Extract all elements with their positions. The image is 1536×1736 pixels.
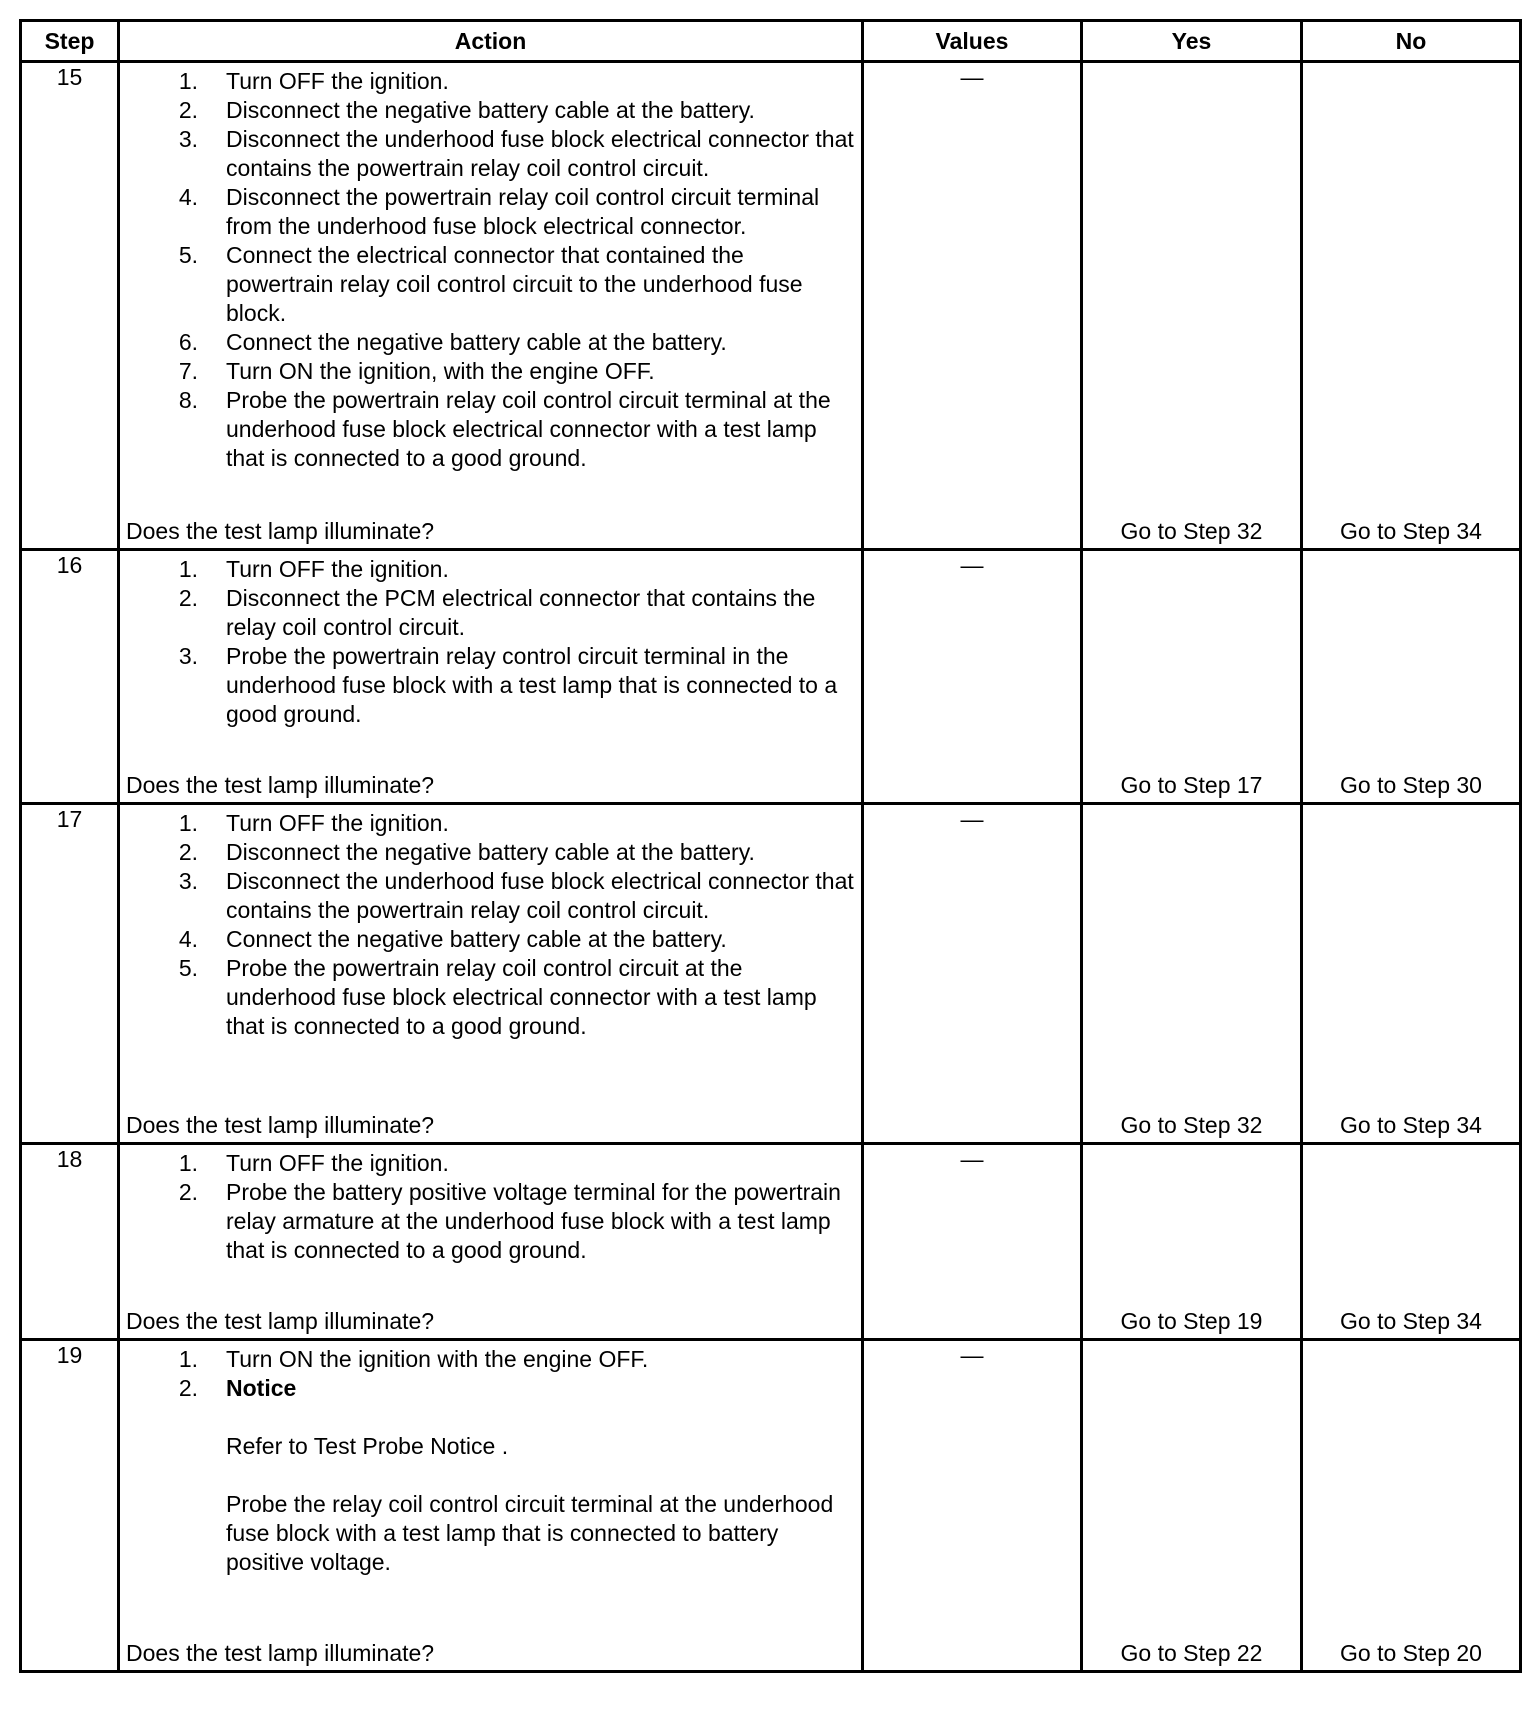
list-item: 1. Turn OFF the ignition. [178, 1150, 449, 1176]
action-cell [119, 550, 863, 804]
action-cell [119, 1144, 863, 1340]
question-text: Does the test lamp illuminate? [126, 1640, 435, 1666]
list-item-notice: 2. Notice Refer to Test Probe Notice . Probe the relay coil control circuit terminal at the underhood fuse block with a test lamp that is connected to battery positive voltage. [120, 1374, 861, 1577]
diagnostic-table [19, 19, 1522, 1673]
list-item: 7. Turn ON the ignition, with the engine OFF. [178, 358, 655, 384]
values-dash: — [863, 550, 1082, 804]
step-number: 15 [21, 62, 119, 550]
list-item: 3. Disconnect the underhood fuse block electrical connector that contains the powertrain relay coil control circuit. [178, 868, 854, 923]
no-goto-link[interactable]: Go to Step 34 [1340, 518, 1482, 544]
header-action: Action [119, 21, 863, 62]
no-cell [1302, 62, 1521, 550]
step-number: 17 [21, 804, 119, 1144]
list-item: 4. Connect the negative battery cable at the battery. [178, 926, 727, 952]
question-text: Does the test lamp illuminate? [126, 772, 435, 798]
list-item: 1. Turn OFF the ignition. [178, 68, 449, 94]
no-cell [1302, 550, 1521, 804]
list-item: 2. Disconnect the negative battery cable at the battery. [178, 97, 755, 123]
list-item: 2. Disconnect the negative battery cable at the battery. [178, 839, 755, 865]
action-cell [119, 62, 863, 550]
step-number: 16 [21, 550, 119, 804]
yes-cell [1082, 550, 1302, 804]
yes-cell [1082, 804, 1302, 1144]
no-goto-link[interactable]: Go to Step 34 [1340, 1308, 1482, 1334]
header-step: Step [21, 21, 119, 62]
yes-cell [1082, 1144, 1302, 1340]
list-item: 4. Disconnect the powertrain relay coil control circuit terminal from the underhood fuse block electrical connector. [178, 184, 820, 239]
no-cell [1302, 1340, 1521, 1672]
list-item: 8. Probe the powertrain relay coil control circuit terminal at the underhood fuse block electrical connector with a test lamp that is connected to a good ground. [178, 387, 831, 471]
notice-reference-link[interactable]: Refer to Test Probe Notice . [226, 1433, 509, 1459]
yes-goto-link[interactable]: Go to Step 19 [1120, 1308, 1263, 1334]
yes-cell [1082, 62, 1302, 550]
no-goto-link[interactable]: Go to Step 20 [1340, 1640, 1482, 1666]
header-no: No [1302, 21, 1521, 62]
no-cell [1302, 804, 1521, 1144]
action-list [120, 67, 861, 473]
no-goto-link[interactable]: Go to Step 30 [1340, 772, 1482, 798]
action-list [120, 1149, 861, 1265]
action-list [120, 809, 861, 1041]
list-item: 5. Probe the powertrain relay coil control circuit at the underhood fuse block electrical connector with a test lamp that is connected to a good ground. [178, 955, 817, 1039]
values-dash: — [863, 1340, 1082, 1672]
yes-cell [1082, 1340, 1302, 1672]
values-dash: — [863, 1144, 1082, 1340]
yes-goto-link[interactable]: Go to Step 22 [1120, 1640, 1263, 1666]
list-item: 1. Turn OFF the ignition. [178, 556, 449, 582]
header-values: Values [863, 21, 1082, 62]
no-goto-link[interactable]: Go to Step 34 [1340, 1112, 1482, 1138]
values-dash: — [863, 804, 1082, 1144]
list-item: 3. Disconnect the underhood fuse block electrical connector that contains the powertrain relay coil control circuit. [178, 126, 854, 181]
question-text: Does the test lamp illuminate? [126, 1112, 435, 1138]
header-yes: Yes [1082, 21, 1302, 62]
step-number: 19 [21, 1340, 119, 1672]
yes-goto-link[interactable]: Go to Step 17 [1120, 772, 1263, 798]
notice-heading: Notice [226, 1375, 297, 1401]
header-row [21, 21, 1521, 62]
list-item: 1. Turn OFF the ignition. [178, 810, 449, 836]
table-row [21, 1340, 1521, 1672]
action-cell [119, 1340, 863, 1672]
table-row [21, 804, 1521, 1144]
yes-goto-link[interactable]: Go to Step 32 [1120, 518, 1263, 544]
question-text: Does the test lamp illuminate? [126, 1308, 435, 1334]
notice-body: Probe the relay coil control circuit terminal at the underhood fuse block with a test lamp that is connected to battery positive voltage. [226, 1491, 834, 1575]
action-list [120, 555, 861, 729]
list-item: 6. Connect the negative battery cable at the battery. [178, 329, 727, 355]
list-item: 2. Probe the battery positive voltage terminal for the powertrain relay armature at the underhood fuse block with a test lamp that is connected to a good ground. [178, 1179, 841, 1263]
yes-goto-link[interactable]: Go to Step 32 [1120, 1112, 1263, 1138]
action-cell [119, 804, 863, 1144]
table-row [21, 550, 1521, 804]
table-row [21, 62, 1521, 550]
no-cell [1302, 1144, 1521, 1340]
list-item: 2. Disconnect the PCM electrical connector that contains the relay coil control circuit. [178, 585, 816, 640]
list-item: 5. Connect the electrical connector that contained the powertrain relay coil control circuit to the underhood fuse block. [178, 242, 803, 326]
action-list [120, 1345, 861, 1577]
values-dash: — [863, 62, 1082, 550]
table-row [21, 1144, 1521, 1340]
question-text: Does the test lamp illuminate? [126, 518, 435, 544]
list-item: 1. Turn ON the ignition with the engine OFF. [178, 1346, 649, 1372]
step-number: 18 [21, 1144, 119, 1340]
list-item: 3. Probe the powertrain relay control circuit terminal in the underhood fuse block with a test lamp that is connected to a good ground. [178, 643, 838, 727]
